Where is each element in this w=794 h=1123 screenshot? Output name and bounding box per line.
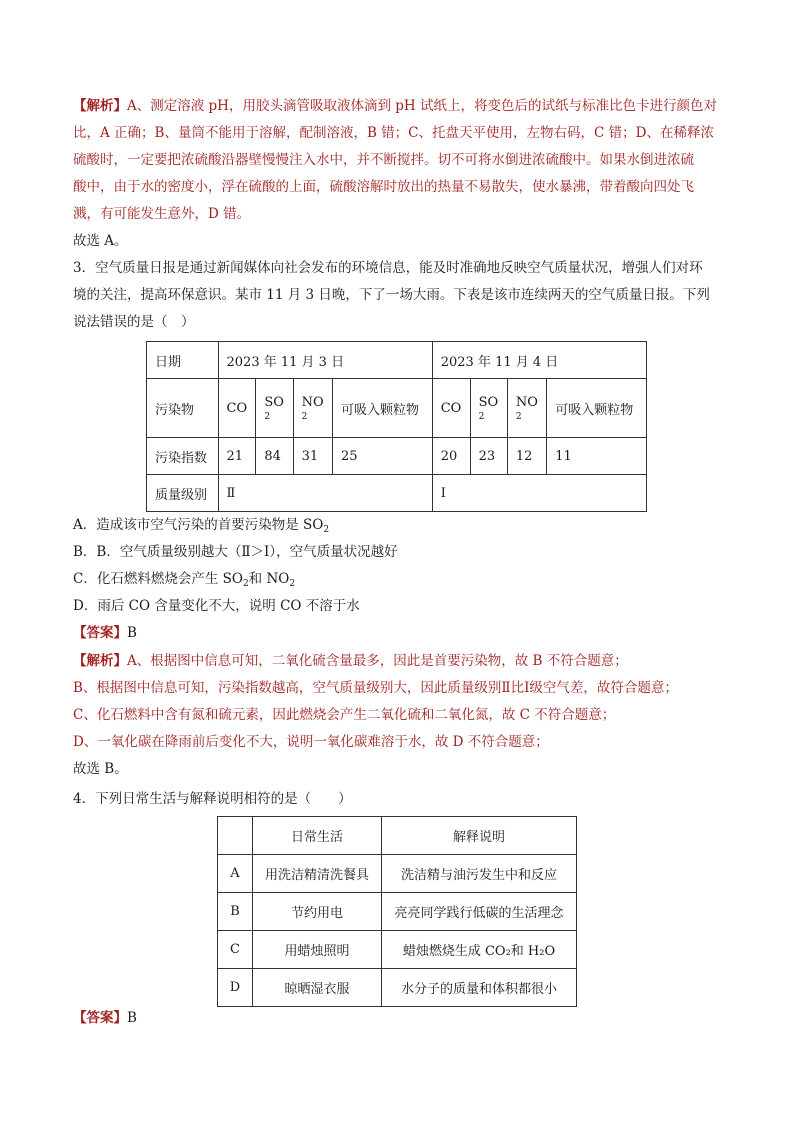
cell-d1-no2: 31 bbox=[293, 438, 332, 475]
cell-date-1: 2023 年 11 月 3 日 bbox=[218, 342, 432, 379]
cell-explain: 亮亮同学践行低碳的生活理念 bbox=[382, 893, 577, 931]
cell-life-header: 日常生活 bbox=[253, 817, 382, 855]
prev-analysis-line-5: 溅，有可能发生意外，D 错。 bbox=[73, 206, 251, 222]
cell-co-2: CO bbox=[432, 379, 470, 438]
cell-opt: D bbox=[218, 969, 253, 1007]
cell-explain: 洗洁精与油污发生中和反应 bbox=[382, 855, 577, 893]
analysis-label: 【解析】 bbox=[73, 98, 127, 114]
cell-date-label: 日期 bbox=[147, 342, 219, 379]
cell-level-2: Ⅰ bbox=[432, 475, 646, 512]
prev-analysis-line-4: 酸中，由于水的密度小，浮在硫酸的上面，硫酸溶解时放出的热量不易散失，使水暴沸，带着酸向四处飞 bbox=[73, 179, 694, 195]
q3-analysis-line-1: 【解析】A、根据图中信息可知，二氧化硫含量最多，因此是首要污染物，故 B 不符合题意； bbox=[73, 653, 628, 669]
q3-analysis-line-2: B、根据图中信息可知，污染指数越高，空气质量级别大，因此质量级别Ⅱ比Ⅰ级空气差，故符合题意； bbox=[73, 680, 678, 696]
air-quality-table bbox=[146, 341, 647, 512]
prev-analysis-line-1: 【解析】A、测定溶液 pH，用胶头滴管吸取液体滴到 pH 试纸上，将变色后的试纸与标准比色卡进行颜色对 bbox=[73, 98, 717, 114]
table-row bbox=[218, 931, 577, 969]
q3-answer: 【答案】B bbox=[73, 625, 137, 641]
cell-d2-pm: 11 bbox=[547, 438, 647, 475]
cell-d1-co: 21 bbox=[218, 438, 256, 475]
table-row bbox=[218, 893, 577, 931]
cell-d2-so2: 23 bbox=[470, 438, 507, 475]
q3-stem-line-1: 3．空气质量日报是通过新闻媒体向社会发布的环境信息，能及时准确地反映空气质量状况，增强人们对环 bbox=[73, 260, 703, 276]
q3-option-c: C．化石燃料燃烧会产生 $SO_2$和 $NO_2$ bbox=[73, 571, 296, 589]
q4-stem: 4．下列日常生活与解释说明相符的是（ ） bbox=[73, 791, 352, 807]
life-explanation-table bbox=[217, 816, 577, 1007]
cell-level-1: Ⅱ bbox=[218, 475, 432, 512]
q3-stem-line-3: 说法错误的是（ ） bbox=[73, 314, 195, 330]
q3-option-b: B．B．空气质量级别越大（Ⅱ＞Ⅰ），空气质量状况越好 bbox=[73, 544, 398, 560]
cell-explain-header: 解释说明 bbox=[382, 817, 577, 855]
prev-analysis-line-2: 比，A 正确；B、量筒不能用于溶解，配制溶液，B 错；C、托盘天平使用，左物右码，C 错；D、在稀释浓 bbox=[73, 125, 714, 141]
cell-life: 节约用电 bbox=[253, 893, 382, 931]
cell-pm-1: 可吸入颗粒物 bbox=[332, 379, 432, 438]
cell-no2-2: NO 2 bbox=[507, 379, 546, 438]
q3-stem-line-2: 境的关注，提高环保意识。某市 11 月 3 日晚，下了一场大雨。下表是该市连续两天的空气质量日报。下列 bbox=[73, 287, 710, 303]
prev-analysis-line-3: 硫酸时，一定要把浓硫酸沿器壁慢慢注入水中，并不断搅拌。切不可将水倒进浓硫酸中。如果水倒进浓硫 bbox=[73, 152, 694, 168]
cell-so2-2: SO 2 bbox=[470, 379, 507, 438]
cell-explain: 蜡烛燃烧生成 CO₂和 H₂O bbox=[382, 931, 577, 969]
cell-explain: 水分子的质量和体积都很小 bbox=[382, 969, 577, 1007]
cell-d2-co: 20 bbox=[432, 438, 470, 475]
cell-life: 用洗洁精清洗餐具 bbox=[253, 855, 382, 893]
q4-answer: 【答案】B bbox=[73, 1010, 137, 1026]
cell-pollutant-label: 污染物 bbox=[147, 379, 219, 438]
prev-conclusion: 故选 A。 bbox=[73, 233, 128, 249]
q3-option-a: A．造成该市空气污染的首要污染物是 $SO_2$ bbox=[73, 517, 330, 535]
q3-analysis-line-4: D、一氧化碳在降雨前后变化不大，说明一氧化碳难溶于水，故 D 不符合题意； bbox=[73, 734, 549, 750]
table-row bbox=[218, 855, 577, 893]
cell-date-2: 2023 年 11 月 4 日 bbox=[432, 342, 646, 379]
cell-opt: C bbox=[218, 931, 253, 969]
cell-no2-1: NO 2 bbox=[293, 379, 332, 438]
cell-d1-so2: 84 bbox=[256, 438, 293, 475]
cell-opt-header bbox=[218, 817, 253, 855]
q3-conclusion: 故选 B。 bbox=[73, 761, 128, 777]
cell-level-label: 质量级别 bbox=[147, 475, 219, 512]
q3-option-d: D．雨后 CO 含量变化不大，说明 CO 不溶于水 bbox=[73, 598, 360, 614]
cell-d2-no2: 12 bbox=[507, 438, 546, 475]
q3-analysis-line-3: C、化石燃料中含有氮和硫元素，因此燃烧会产生二氧化硫和二氧化氮，故 C 不符合题意； bbox=[73, 707, 616, 723]
cell-d1-pm: 25 bbox=[332, 438, 432, 475]
cell-life: 晾晒湿衣服 bbox=[253, 969, 382, 1007]
cell-index-label: 污染指数 bbox=[147, 438, 219, 475]
cell-so2-1: SO 2 bbox=[256, 379, 293, 438]
cell-life: 用蜡烛照明 bbox=[253, 931, 382, 969]
cell-opt: B bbox=[218, 893, 253, 931]
cell-co-1: CO bbox=[218, 379, 256, 438]
table-row bbox=[218, 969, 577, 1007]
cell-opt: A bbox=[218, 855, 253, 893]
cell-pm-2: 可吸入颗粒物 bbox=[547, 379, 647, 438]
